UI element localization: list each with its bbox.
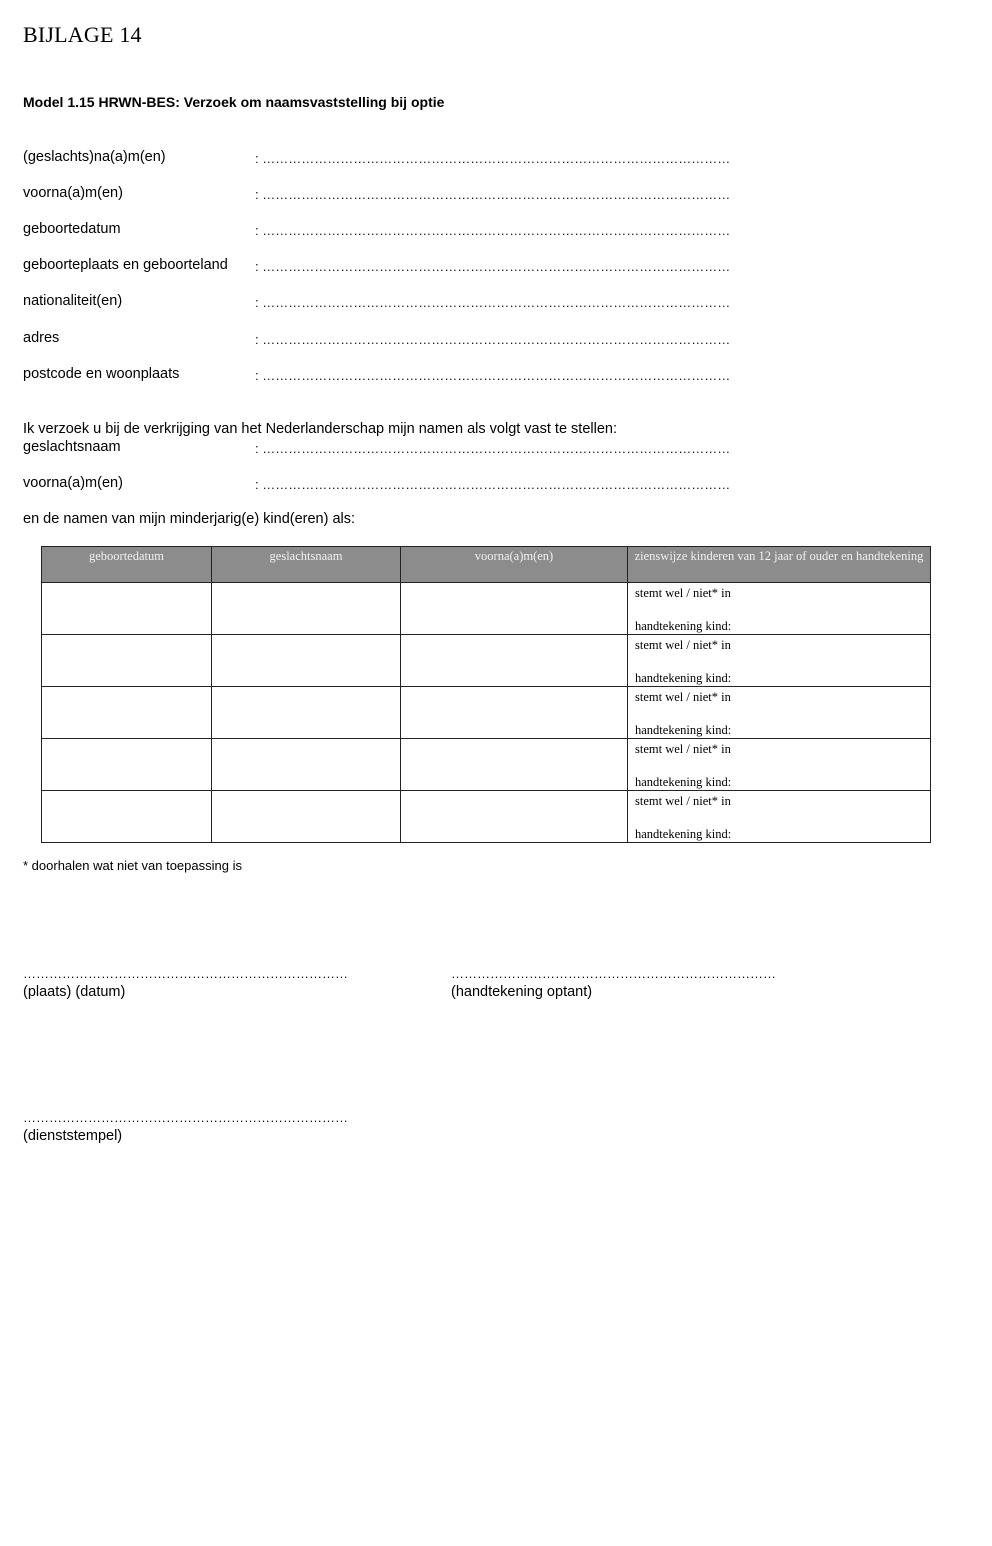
cell-surname[interactable]	[212, 739, 401, 791]
consent-text: stemt wel / niet* in	[635, 586, 731, 600]
cell-consent[interactable]	[628, 635, 931, 687]
place-date-line[interactable]: …………………………………………………………………	[23, 966, 348, 981]
cell-birthdate[interactable]	[42, 687, 212, 739]
cell-consent[interactable]	[628, 739, 931, 791]
table-row	[42, 791, 931, 843]
table-row	[42, 583, 931, 635]
child-signature-label: handtekening kind:	[635, 827, 732, 841]
children-intro: en de namen van mijn minderjarig(e) kind(eren) als:	[23, 511, 356, 527]
cell-consent[interactable]	[628, 687, 931, 739]
cell-birthdate[interactable]	[42, 635, 212, 687]
field-input-nationality[interactable]: : ………………………………………………………………………………………………	[255, 295, 731, 310]
optant-signature-label: (handtekening optant)	[451, 984, 593, 1000]
request-text: Ik verzoek u bij de verkrijging van het Nederlanderschap mijn namen als volgt vast te stellen:	[23, 421, 617, 437]
cell-firstnames[interactable]	[401, 635, 628, 687]
consent-text: stemt wel / niet* in	[635, 690, 731, 704]
cell-firstnames[interactable]	[401, 791, 628, 843]
header-surname: geslachtsnaam	[212, 547, 401, 583]
field-label-nationality: nationaliteit(en)	[23, 293, 123, 309]
footnote: * doorhalen wat niet van toepassing is	[23, 858, 242, 873]
header-consent: zienswijze kinderen van 12 jaar of ouder en handtekening	[628, 547, 931, 583]
cell-surname[interactable]	[212, 687, 401, 739]
child-signature-label: handtekening kind:	[635, 619, 732, 633]
field-label-birthdate: geboortedatum	[23, 221, 121, 237]
child-signature-label: handtekening kind:	[635, 671, 732, 685]
field-label-address: adres	[23, 330, 60, 346]
cell-firstnames[interactable]	[401, 687, 628, 739]
field-input-surname[interactable]: : ………………………………………………………………………………………………	[255, 151, 731, 166]
form-title: Model 1.15 HRWN-BES: Verzoek om naamsvaststelling bij optie	[23, 94, 445, 110]
field-label-birthplace: geboorteplaats en geboorteland	[23, 257, 228, 273]
cell-surname[interactable]	[212, 583, 401, 635]
optant-signature-line[interactable]: …………………………………………………………………	[451, 966, 776, 981]
cell-surname[interactable]	[212, 635, 401, 687]
stamp-label: (dienststempel)	[23, 1128, 123, 1144]
children-table	[41, 546, 931, 843]
table-row	[42, 635, 931, 687]
cell-birthdate[interactable]	[42, 739, 212, 791]
table-row	[42, 687, 931, 739]
cell-birthdate[interactable]	[42, 583, 212, 635]
field-label-surname: (geslachts)na(a)m(en)	[23, 149, 166, 165]
cell-surname[interactable]	[212, 791, 401, 843]
field-label-postcode: postcode en woonplaats	[23, 366, 180, 382]
request-label-firstnames: voorna(a)m(en)	[23, 475, 123, 491]
table-row	[42, 739, 931, 791]
header-firstnames: voorna(a)m(en)	[401, 547, 628, 583]
child-signature-label: handtekening kind:	[635, 775, 732, 789]
field-label-firstnames: voorna(a)m(en)	[23, 185, 123, 201]
request-label-surname: geslachtsnaam	[23, 439, 121, 455]
place-date-label: (plaats) (datum)	[23, 984, 126, 1000]
field-input-address[interactable]: : ………………………………………………………………………………………………	[255, 332, 731, 347]
cell-consent[interactable]	[628, 791, 931, 843]
request-input-firstnames[interactable]: : ………………………………………………………………………………………………	[255, 477, 731, 492]
request-input-surname[interactable]: : ………………………………………………………………………………………………	[255, 441, 731, 456]
consent-text: stemt wel / niet* in	[635, 742, 731, 756]
field-input-postcode[interactable]: : ………………………………………………………………………………………………	[255, 368, 731, 383]
table-header-row	[42, 547, 931, 583]
consent-text: stemt wel / niet* in	[635, 638, 731, 652]
cell-birthdate[interactable]	[42, 791, 212, 843]
cell-firstnames[interactable]	[401, 739, 628, 791]
child-signature-label: handtekening kind:	[635, 723, 732, 737]
stamp-line[interactable]: …………………………………………………………………	[23, 1110, 348, 1125]
field-input-birthplace[interactable]: : ………………………………………………………………………………………………	[255, 259, 731, 274]
page-heading: BIJLAGE 14	[23, 22, 142, 47]
header-birthdate: geboortedatum	[42, 547, 212, 583]
cell-firstnames[interactable]	[401, 583, 628, 635]
field-input-firstnames[interactable]: : ………………………………………………………………………………………………	[255, 187, 731, 202]
cell-consent[interactable]	[628, 583, 931, 635]
consent-text: stemt wel / niet* in	[635, 794, 731, 808]
field-input-birthdate[interactable]: : ………………………………………………………………………………………………	[255, 223, 731, 238]
